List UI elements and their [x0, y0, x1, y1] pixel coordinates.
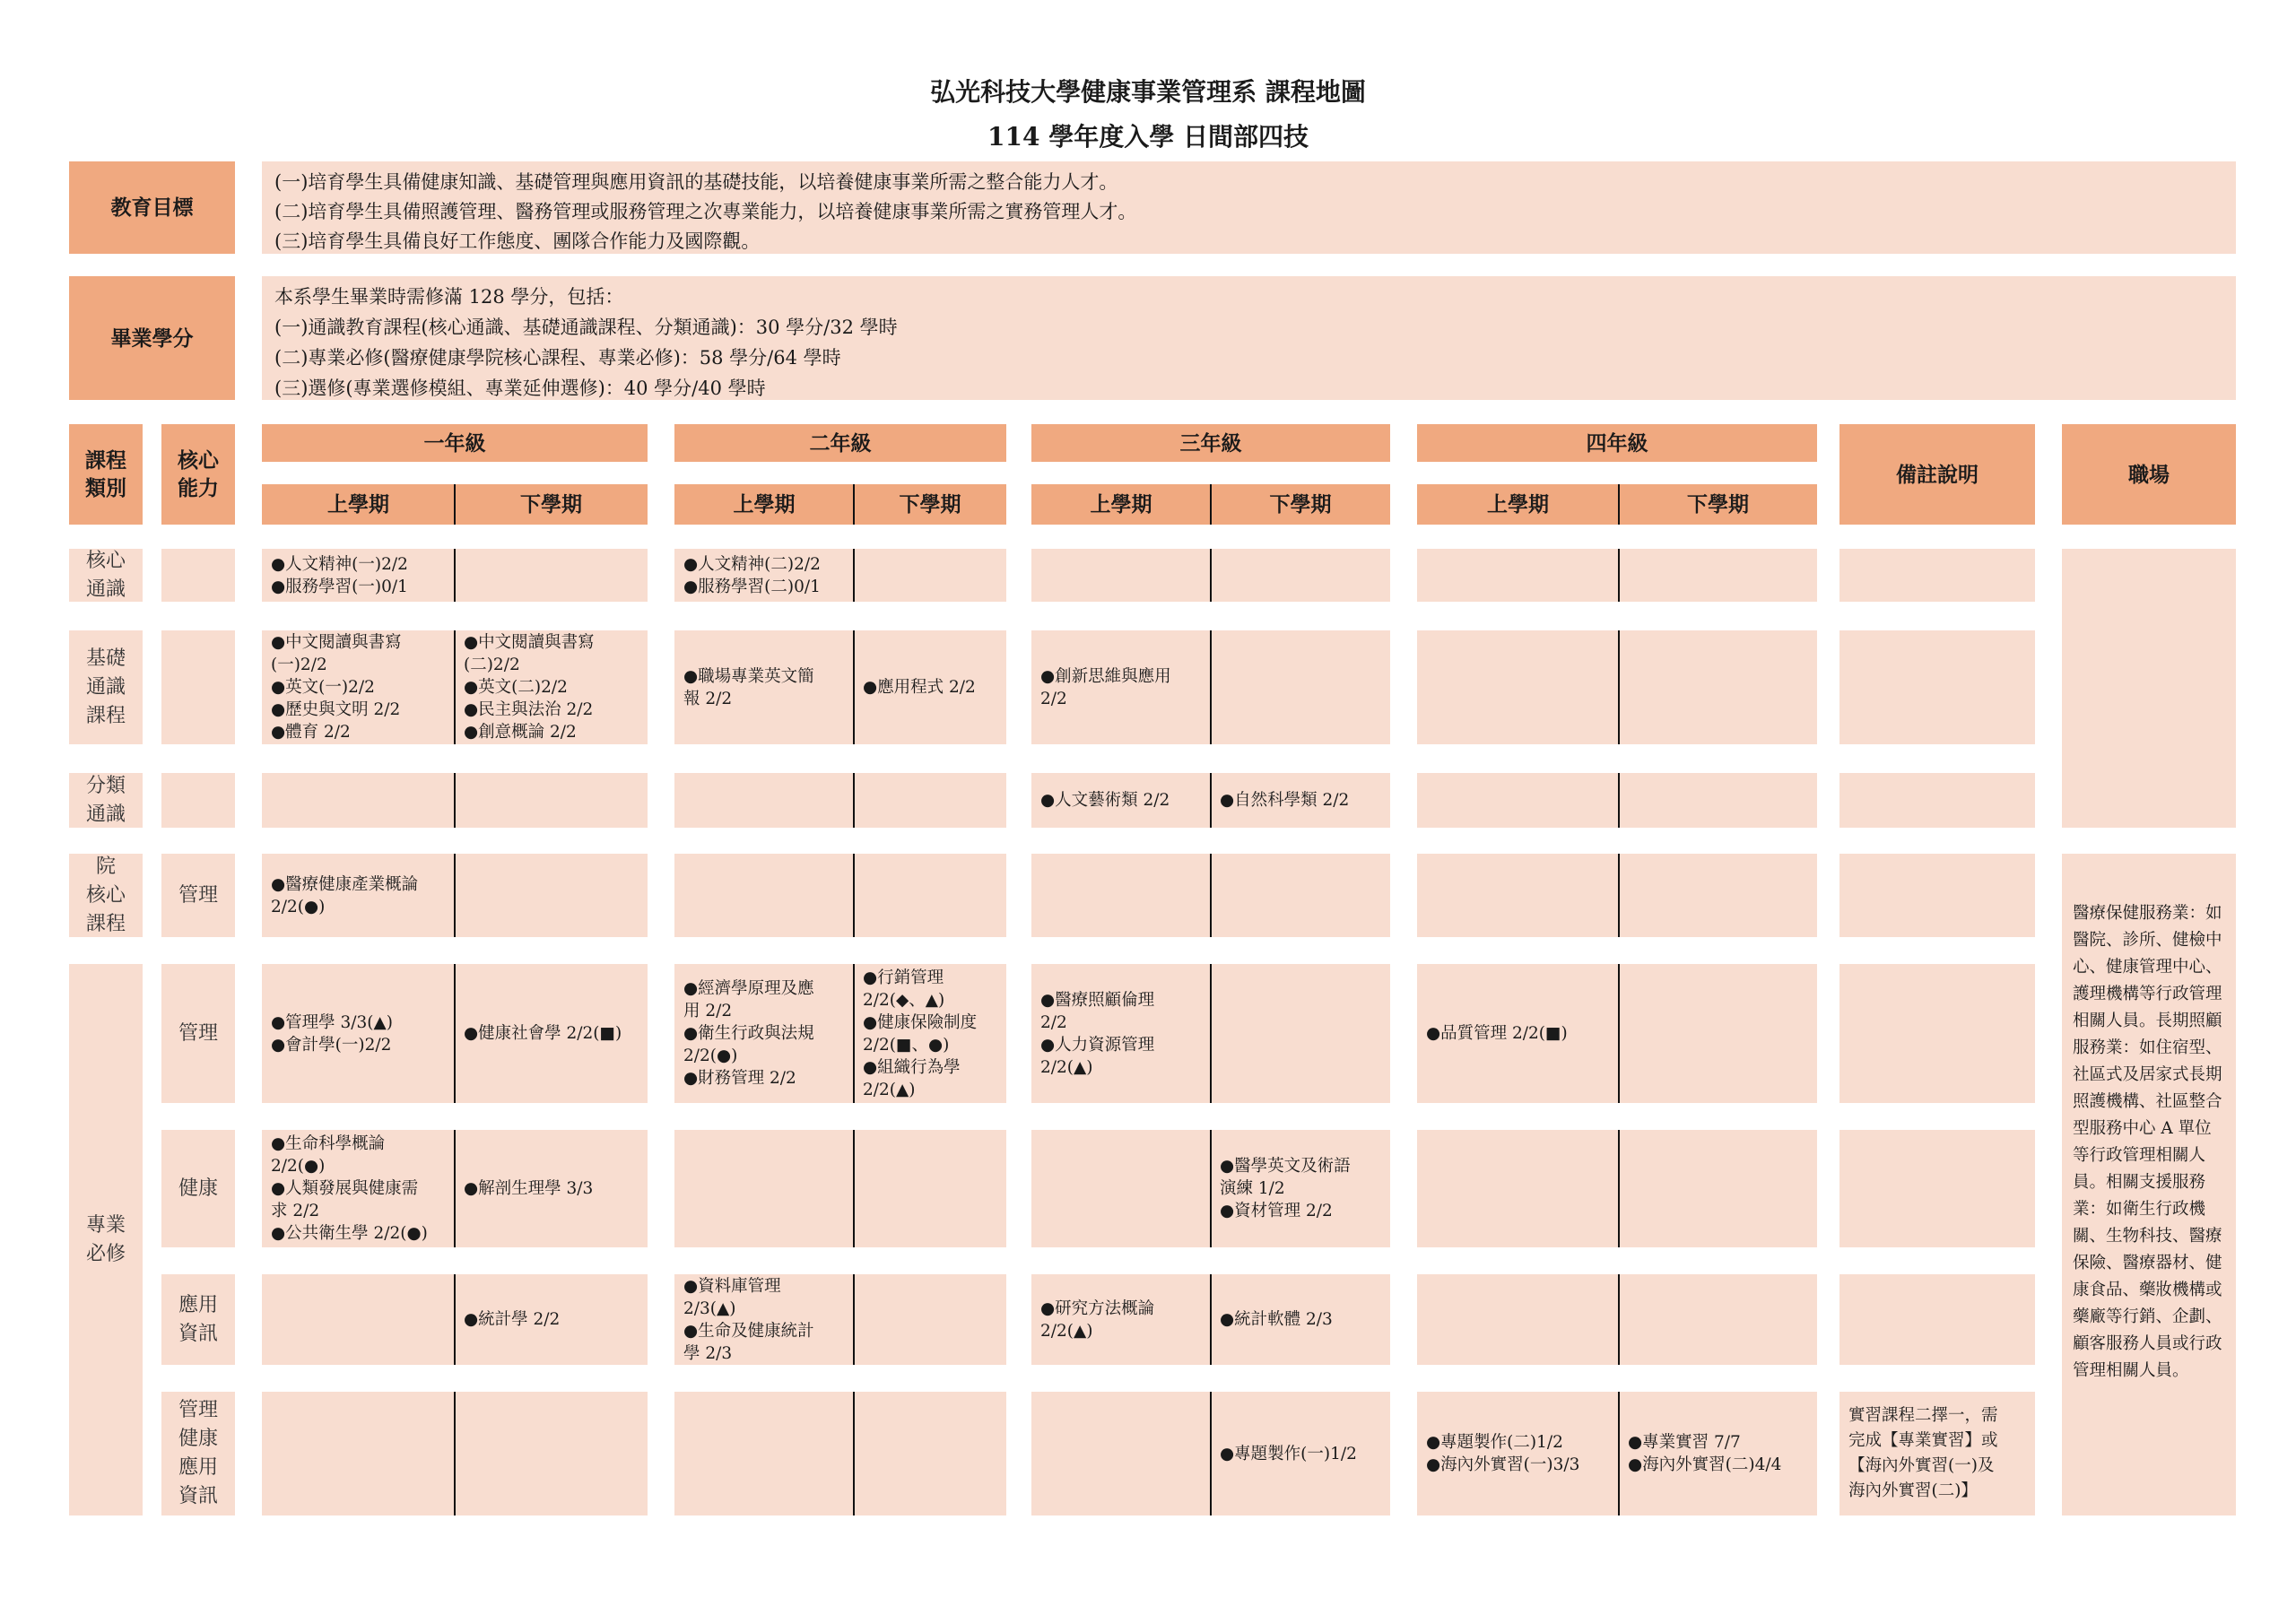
category-prof: 專業 必修	[69, 964, 143, 1515]
year-header-1: 一年級	[262, 424, 648, 462]
course-cell	[1031, 854, 1211, 937]
semester-divider	[1618, 854, 1620, 937]
course-item: ●中文閱讀與書寫 (一)2/2	[271, 633, 402, 674]
course-cell	[674, 1392, 854, 1515]
course-cell	[674, 854, 854, 937]
course-item: ●健康社會學 2/2(■)	[464, 1024, 622, 1043]
semester-divider	[1618, 773, 1620, 828]
note-cell	[1839, 854, 2035, 937]
course-cell	[1619, 630, 1817, 744]
course-item: ●體育 2/2	[271, 723, 351, 742]
semester-header-spring: 下學期	[854, 484, 1006, 525]
semester-divider	[853, 964, 855, 1103]
course-item: ●海內外實習(二)4/4	[1628, 1455, 1782, 1474]
course-item: ●醫療照顧倫理 2/2	[1040, 990, 1155, 1032]
course-item: ●經濟學原理及應 用 2/2	[683, 979, 814, 1020]
course-item: ●人文精神(一)2/2	[271, 554, 408, 574]
course-item: ●會計學(一)2/2	[271, 1035, 392, 1055]
course-cell	[455, 549, 648, 602]
semester-divider	[1618, 1274, 1620, 1365]
course-cell	[854, 773, 1006, 828]
category-core_gen: 核心 通識	[69, 549, 143, 602]
course-cell	[1417, 773, 1619, 828]
ability-prof_health: 健康	[161, 1130, 235, 1247]
course-item: ●醫療健康產業概論 2/2(●)	[271, 874, 419, 916]
course-item: ●公共衛生學 2/2(●)	[271, 1224, 428, 1243]
semester-divider	[853, 630, 855, 744]
course-cell	[1417, 964, 1619, 1103]
semester-divider	[1618, 1392, 1620, 1515]
year-header-4: 四年級	[1417, 424, 1817, 462]
year-header-2: 二年級	[674, 424, 1006, 462]
category-header: 課程 類別	[69, 424, 143, 525]
semester-divider	[1210, 773, 1212, 828]
course-item: ●海內外實習(一)3/3	[1426, 1455, 1580, 1474]
semester-divider	[1210, 1130, 1212, 1247]
notes-header: 備註說明	[1839, 424, 2035, 525]
course-cell	[1417, 549, 1619, 602]
semester-divider	[454, 1130, 456, 1247]
course-cell	[455, 1274, 648, 1365]
course-cell	[1417, 1130, 1619, 1247]
course-cell	[455, 630, 648, 744]
course-cell	[1619, 1392, 1817, 1515]
semester-divider	[1210, 549, 1212, 602]
credit-item: (二)專業必修(醫療健康學院核心課程、專業必修)：58 學分/64 學時	[274, 347, 841, 369]
semester-divider	[454, 484, 456, 525]
course-item: ●品質管理 2/2(■)	[1426, 1024, 1568, 1043]
course-cell	[1031, 1274, 1211, 1365]
course-cell	[1031, 549, 1211, 602]
course-item: ●職場專業英文簡 報 2/2	[683, 666, 814, 708]
semester-header-fall: 上學期	[674, 484, 854, 525]
course-item: ●服務學習(一)0/1	[271, 577, 408, 596]
course-cell	[1211, 854, 1390, 937]
course-cell	[674, 773, 854, 828]
course-cell	[854, 1130, 1006, 1247]
semester-divider	[454, 773, 456, 828]
course-cell	[262, 1130, 455, 1247]
course-item: ●人力資源管理 2/2(▲)	[1040, 1035, 1155, 1077]
course-item: ●自然科學類 2/2	[1220, 791, 1350, 810]
course-cell	[1211, 773, 1390, 828]
course-item: ●專業實習 7/7	[1628, 1433, 1741, 1452]
course-cell	[1031, 630, 1211, 744]
ability-college_core: 管理	[161, 854, 235, 937]
core-ability-header: 核心 能力	[161, 424, 235, 525]
course-cell	[262, 549, 455, 602]
semester-divider	[1210, 484, 1212, 525]
ability-prof_all: 管理 健康 應用 資訊	[161, 1392, 235, 1515]
education-goals-label: 教育目標	[69, 161, 235, 254]
semester-divider	[454, 630, 456, 744]
course-cell	[854, 549, 1006, 602]
semester-divider	[1618, 1130, 1620, 1247]
note-cell	[1839, 964, 2035, 1103]
course-cell	[854, 630, 1006, 744]
semester-divider	[1210, 1392, 1212, 1515]
note-text: 實習課程二擇一，需 完成【專業實習】或 【海內外實習(一)及 海內外實習(二)】	[1848, 1406, 1998, 1500]
career-description: 醫療保健服務業：如醫院、診所、健檢中心、健康管理中心、護理機構等行政管理相關人員。長期照顧服務業：如住宿型、社區式及居家式長期照護機構、社區整合型服務中心 A 單位等行政管理相關人員。相關支援服務業：如衛生行政機關、生物科技、醫療保險、醫療器材、健康食品、藥妝機構或藥廠等行銷、企劃、顧客服務人員或行政管理相關人員。	[2062, 854, 2236, 1515]
category-class_gen: 分類 通識	[69, 773, 143, 828]
semester-header-fall: 上學期	[262, 484, 455, 525]
course-cell	[854, 964, 1006, 1103]
semester-header-spring: 下學期	[1619, 484, 1817, 525]
course-cell	[1211, 549, 1390, 602]
course-cell	[1619, 1130, 1817, 1247]
course-item: ●應用程式 2/2	[863, 678, 976, 697]
course-item: ●統計軟體 2/3	[1220, 1310, 1333, 1329]
course-item: ●人文藝術類 2/2	[1040, 791, 1170, 810]
course-cell	[674, 1274, 854, 1365]
ability-class_gen	[161, 773, 235, 828]
course-cell	[1031, 773, 1211, 828]
course-cell	[1031, 1392, 1211, 1515]
course-cell	[1211, 1130, 1390, 1247]
course-item: ●衛生行政與法規 2/2(●)	[683, 1024, 814, 1065]
course-cell	[1417, 854, 1619, 937]
goal-item: (二)培育學生具備照護管理、醫務管理或服務管理之次專業能力，以培養健康事業所需之實務管理人才。	[274, 201, 1137, 222]
semester-divider	[454, 1274, 456, 1365]
semester-header-spring: 下學期	[455, 484, 648, 525]
semester-divider	[853, 1130, 855, 1247]
course-cell	[455, 964, 648, 1103]
course-cell	[674, 964, 854, 1103]
semester-divider	[1618, 630, 1620, 744]
page-title: 弘光科技大學健康事業管理系 課程地圖	[930, 77, 1366, 107]
course-cell	[1619, 854, 1817, 937]
semester-divider	[1618, 549, 1620, 602]
course-item: ●醫學英文及術語 演練 1/2	[1220, 1157, 1351, 1198]
credit-item: 本系學生畢業時需修滿 128 學分，包括：	[274, 286, 624, 308]
course-cell	[262, 964, 455, 1103]
semester-divider	[454, 1392, 456, 1515]
category-college_core: 院 核心 課程	[69, 854, 143, 937]
course-item: ●生命科學概論 2/2(●)	[271, 1134, 386, 1176]
ability-prof_mgmt: 管理	[161, 964, 235, 1103]
course-item: ●專題製作(一)1/2	[1220, 1444, 1357, 1463]
ability-basic_gen	[161, 630, 235, 744]
course-cell	[674, 1130, 854, 1247]
course-item: ●健康保險制度 2/2(■、●)	[863, 1012, 978, 1055]
course-item: ●組織行為學 2/2(▲)	[863, 1057, 961, 1099]
course-cell	[1417, 630, 1619, 744]
course-cell	[674, 549, 854, 602]
semester-divider	[853, 854, 855, 937]
course-cell	[1031, 1130, 1211, 1247]
semester-divider	[1618, 484, 1620, 525]
course-cell	[1211, 964, 1390, 1103]
goal-item: (三)培育學生具備良好工作態度、團隊合作能力及國際觀。	[274, 230, 761, 252]
semester-divider	[454, 964, 456, 1103]
career-blank	[2062, 549, 2236, 828]
semester-divider	[1210, 964, 1212, 1103]
course-cell	[674, 630, 854, 744]
semester-header-spring: 下學期	[1211, 484, 1390, 525]
course-item: ●管理學 3/3(▲)	[271, 1012, 393, 1032]
note-cell	[1839, 630, 2035, 744]
course-cell	[455, 1130, 648, 1247]
course-item: ●統計學 2/2	[464, 1310, 561, 1329]
course-cell	[1619, 549, 1817, 602]
semester-divider	[1210, 630, 1212, 744]
semester-divider	[1210, 1274, 1212, 1365]
semester-divider	[853, 1392, 855, 1515]
course-item: ●民主與法治 2/2	[464, 700, 594, 719]
course-item: ●生命及健康統計 學 2/3	[683, 1321, 814, 1363]
course-cell	[854, 1274, 1006, 1365]
semester-header-fall: 上學期	[1417, 484, 1619, 525]
course-item: ●歷史與文明 2/2	[271, 700, 401, 719]
course-item: ●財務管理 2/2	[683, 1069, 796, 1088]
course-item: ●英文(二)2/2	[464, 678, 568, 697]
course-item: ●專題製作(二)1/2	[1426, 1433, 1563, 1452]
semester-divider	[1210, 854, 1212, 937]
course-cell	[1619, 773, 1817, 828]
note-cell	[1839, 1130, 2035, 1247]
course-item: ●解剖生理學 3/3	[464, 1179, 594, 1198]
note-cell	[1839, 773, 2035, 828]
ability-core_gen	[161, 549, 235, 602]
page-subtitle: 114 學年度入學 日間部四技	[987, 122, 1309, 152]
course-item: ●人文精神(二)2/2	[683, 554, 821, 574]
note-cell	[1839, 549, 2035, 602]
credit-item: (一)通識教育課程(核心通識、基礎通識課程、分類通識)：30 學分/32 學時	[274, 317, 898, 338]
semester-divider	[853, 1274, 855, 1365]
semester-divider	[454, 854, 456, 937]
course-cell	[1211, 1392, 1390, 1515]
semester-divider	[853, 549, 855, 602]
education-goals-box	[262, 161, 2236, 254]
note-cell	[1839, 1274, 2035, 1365]
course-item: ●資料庫管理 2/3(▲)	[683, 1276, 781, 1318]
course-cell	[854, 854, 1006, 937]
course-item: ●創意概論 2/2	[464, 723, 577, 742]
course-cell	[1619, 964, 1817, 1103]
semester-divider	[454, 549, 456, 602]
course-item: ●英文(一)2/2	[271, 678, 375, 697]
course-item: ●行銷管理 2/2(◆、▲)	[863, 968, 945, 1010]
course-cell	[262, 630, 455, 744]
graduation-credits-box	[262, 276, 2236, 400]
course-cell	[854, 1392, 1006, 1515]
semester-divider	[853, 773, 855, 828]
course-cell	[1211, 630, 1390, 744]
semester-divider	[853, 484, 855, 525]
course-cell	[262, 1274, 455, 1365]
course-cell	[1417, 1274, 1619, 1365]
course-cell	[1031, 964, 1211, 1103]
course-item: ●資材管理 2/2	[1220, 1202, 1333, 1220]
course-cell	[262, 1392, 455, 1515]
credit-item: (三)選修(專業選修模組、專業延伸選修)：40 學分/40 學時	[274, 378, 766, 399]
course-item: ●研究方法概論 2/2(▲)	[1040, 1298, 1155, 1341]
course-cell	[1417, 1392, 1619, 1515]
goal-item: (一)培育學生具備健康知識、基礎管理與應用資訊的基礎技能，以培養健康事業所需之整合能力人才。	[274, 171, 1118, 193]
course-item: ●中文閱讀與書寫 (二)2/2	[464, 633, 595, 674]
career-header: 職場	[2062, 424, 2236, 525]
category-basic_gen: 基礎 通識 課程	[69, 630, 143, 744]
course-cell	[455, 1392, 648, 1515]
course-item: ●創新思維與應用 2/2	[1040, 666, 1171, 708]
course-cell	[455, 854, 648, 937]
course-item: ●人類發展與健康需 求 2/2	[271, 1179, 419, 1220]
ability-prof_info: 應用 資訊	[161, 1274, 235, 1365]
course-cell	[455, 773, 648, 828]
semester-divider	[1618, 964, 1620, 1103]
course-item: ●服務學習(二)0/1	[683, 577, 821, 596]
graduation-credits-label: 畢業學分	[69, 276, 235, 400]
note-cell	[1839, 1392, 2035, 1515]
course-cell	[1619, 1274, 1817, 1365]
year-header-3: 三年級	[1031, 424, 1390, 462]
course-cell	[262, 773, 455, 828]
course-cell	[262, 854, 455, 937]
semester-header-fall: 上學期	[1031, 484, 1211, 525]
course-cell	[1211, 1274, 1390, 1365]
